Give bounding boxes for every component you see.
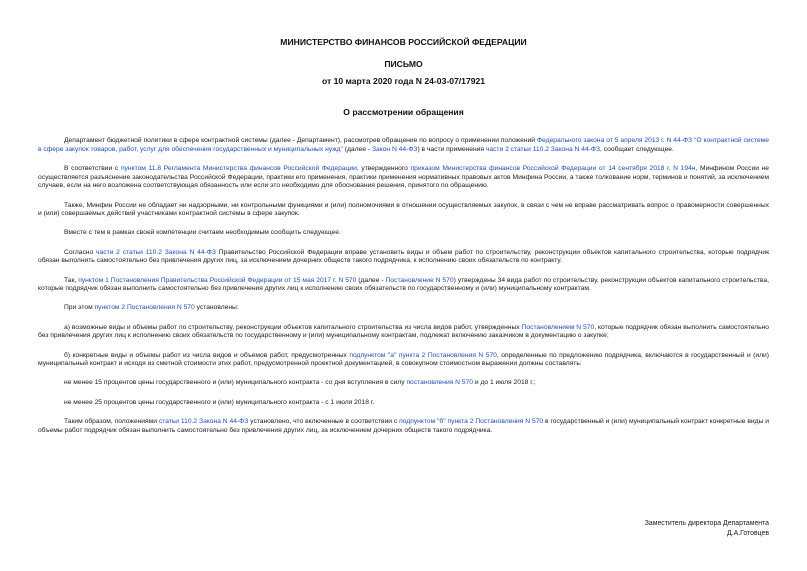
paragraph-5 xyxy=(38,249,769,266)
text: не менее 15 процентов цены государственного и (или) муниципального контракта - со дня вступления в силу xyxy=(64,379,407,387)
paragraph-6 xyxy=(38,277,769,294)
paragraph-1 xyxy=(38,137,769,154)
text: (далее - xyxy=(342,145,372,153)
text: Правительство Российской Федерации вправе установить виды и объем работ по строительству, реконструкции объектов капитального строительства, которые подрядчик обязан выполнить самостоятельно без привлечения других лиц, за исключением дочерних обществ такого подрядчика, к исполнению своих обязательств по контракту. xyxy=(38,248,769,265)
text: установлены: xyxy=(194,304,239,312)
link-resolution-570[interactable]: Постановление N 570 xyxy=(385,276,454,284)
text: , которые подрядчик обязан выполнить самостоятельно без привлечения других лиц к исполнению своих обязательств по государственному и (или) муниципальному контрактам, подлежат включению заказчиком в документацию о закупке; xyxy=(38,323,769,340)
text: (далее - xyxy=(356,276,386,284)
text: и до 1 июля 2018 г.; xyxy=(473,379,536,387)
text: Так, xyxy=(64,276,79,284)
link-article-110-2[interactable]: части 2 статьи 110.2 Закона N 44-ФЗ xyxy=(485,145,601,153)
link-resolution-570-point-1[interactable]: пунктом 1 Постановления Правительства Российской Федерации от 15 мая 2017 г. N 570 xyxy=(78,276,357,284)
link-resolution-570-lower[interactable]: постановления N 570 xyxy=(406,379,474,387)
link-order-194n[interactable]: приказом Министерства финансов Российской Федерации от 14 сентября 2018 г. N 194н xyxy=(410,164,696,172)
paragraph-8 xyxy=(38,324,769,341)
text: ) в части применения xyxy=(417,145,486,153)
link-regulation-11-8[interactable]: пунктом 11.8 Регламента Министерства финансов Российской Федерации xyxy=(120,164,357,172)
text: ) утверждены 34 вида работ по строительству, реконструкции объектов капитального строительства, которые подрядчик обязан выполнить самостоятельно без привлечения других лиц к исполнению своих обязательств по государственному и (или) муниципальному контрактам. xyxy=(38,276,769,293)
link-law-44fz[interactable]: Закон N 44-ФЗ xyxy=(371,145,418,153)
text: , Минфином России не осуществляется разъяснение законодательства Российской Федерации, практики его применения, практики применения нормативных правовых актов Минфина России, а также толкование норм, терминов и понятий, за исключением случаев, если на него возложена соответствующая обязанность или если это необходимо для обоснования решения, принятого по обращению. xyxy=(38,164,770,190)
paragraph-12 xyxy=(38,418,769,435)
paragraph-3: Также, Минфин России не обладает ни надзорными, ни контрольными функциями и (или) полномочиями в отношении осуществляемых закупок, в связи с чем не вправе рассматривать вопрос о правомерности совершенных и (или) совершаемых действий участниками контрактной системы в сфере закупок. xyxy=(38,201,769,218)
text: , сообщает следующее. xyxy=(600,145,674,153)
text: В соответствии с xyxy=(64,164,121,172)
link-federal-law-44fz[interactable]: Федерального закона от 5 апреля 2013 г. N 44-ФЗ "О контрактной системе в сфере закупок товаров, работ, услуг для обеспечения государственных и муниципальных нужд" xyxy=(38,137,769,153)
text: установлено, что включенные в соответствии с xyxy=(248,417,400,425)
link-resolution-570-a[interactable]: Постановлением N 570 xyxy=(521,323,595,331)
document-subject: О рассмотрении обращения xyxy=(343,107,464,117)
text: Согласно xyxy=(64,248,97,256)
signature-position: Заместитель директора Департамента xyxy=(644,520,769,527)
paragraph-4: Вместе с тем в рамках своей компетенции считаем необходимым сообщить следующее. xyxy=(64,229,341,237)
link-subpoint-b[interactable]: подпунктом "б" пункта 2 Постановления N 570 xyxy=(399,417,544,425)
text: а) возможные виды и объемы работ по строительству, реконструкции объектов капитального строительства из числа видов работ, утвержденных xyxy=(64,323,522,331)
paragraph-11: не менее 25 процентов цены государственного и (или) муниципального контракта - с 1 июля 2018 г. xyxy=(64,398,375,406)
link-subpoint-a[interactable]: подпунктом "а" пункта 2 Постановления N 570 xyxy=(349,351,497,359)
document-type: ПИСЬМО xyxy=(384,59,423,69)
signature-name: Д.А.Готовцев xyxy=(727,529,769,537)
text: , определенные по предложению подрядчика, включаются в государственный и (или) муниципальный контракт и исходя из сметной стоимости этих работ, предусмотренной проектной документацией, в совокупном стоимостном выражении должны составлять: xyxy=(38,351,769,368)
text: Таким образом, положениями xyxy=(64,417,159,425)
text: б) конкретные виды и объемы работ из числа видов и объемов работ, предусмотренных xyxy=(64,351,350,359)
link-article-110-2-conclusion[interactable]: статьи 110.2 Закона N 44-ФЗ xyxy=(158,417,249,425)
paragraph-2 xyxy=(38,165,769,191)
paragraph-10 xyxy=(38,379,769,388)
link-article-110-2-part-2[interactable]: части 2 статьи 110.2 Закона N 44-ФЗ xyxy=(96,248,216,256)
document-date-number: от 10 марта 2020 года N 24-03-07/17921 xyxy=(321,76,486,86)
paragraph-7 xyxy=(38,304,769,313)
signature-block xyxy=(645,519,769,538)
ministry-title: МИНИСТЕРСТВО ФИНАНСОВ РОССИЙСКОЙ ФЕДЕРАЦИИ xyxy=(280,37,527,47)
text: При этом xyxy=(64,304,95,312)
document-body xyxy=(38,137,769,446)
paragraph-9 xyxy=(38,352,769,369)
text: Департамент бюджетной политики в сфере контрактной системы (далее - Департамент), рассмотрев обращение по вопросу о применении положений xyxy=(64,137,537,144)
text: в государственный и (или) муниципальный контракт конкретные виды и объемы работ подрядчик обязан выполнить самостоятельно без привлечения других лиц, за исключением дочерних обществ такого подрядчика. xyxy=(38,417,769,434)
text: , утвержденного xyxy=(356,164,411,172)
link-resolution-570-point-2[interactable]: пунктом 2 Постановления N 570 xyxy=(94,304,195,312)
